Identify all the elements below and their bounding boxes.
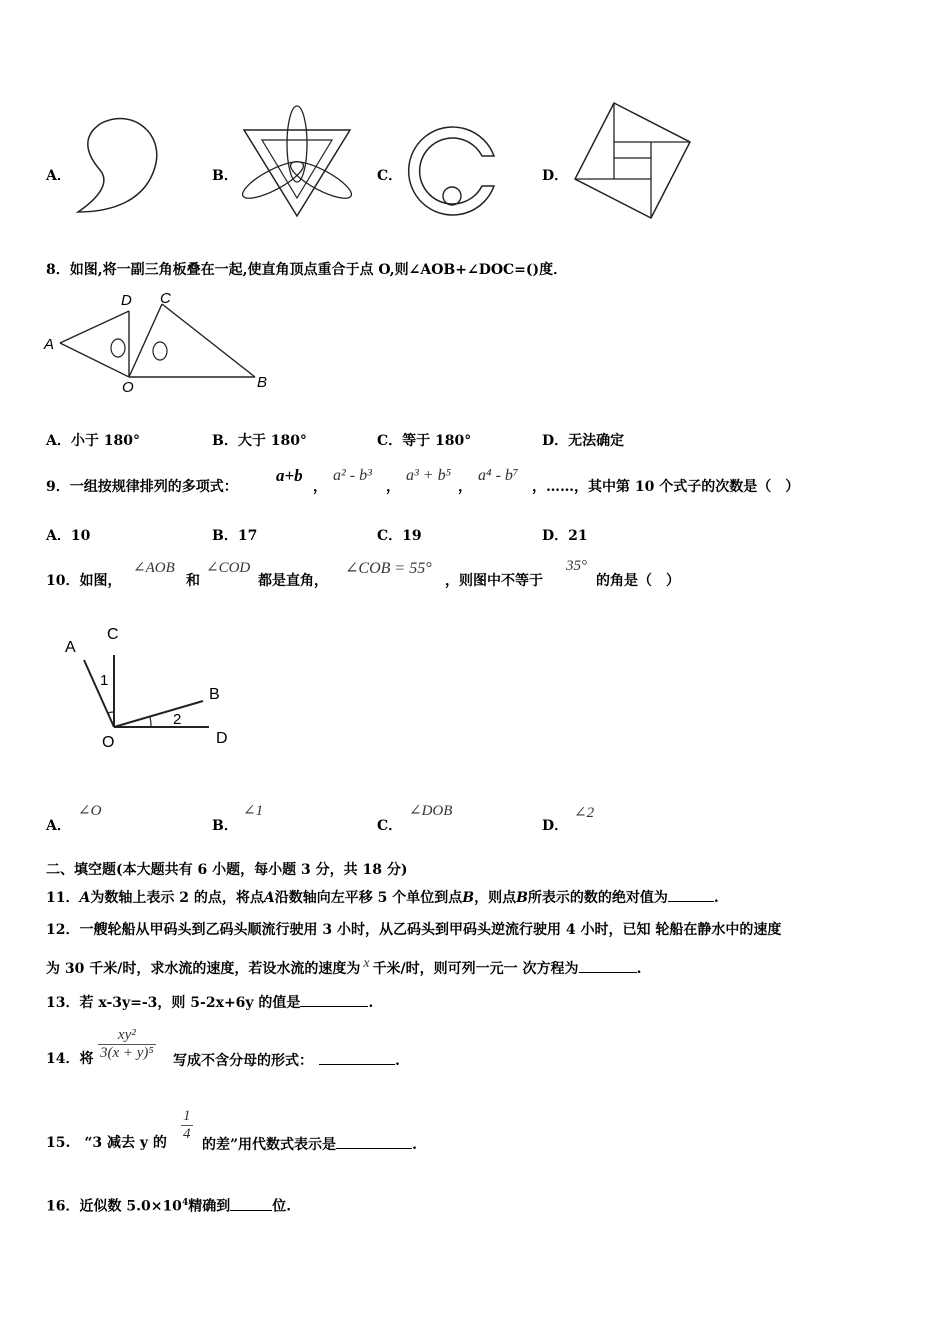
q13 (46, 992, 373, 1012)
q10-figure (55, 620, 245, 755)
q16-answer-blank[interactable] (230, 1196, 272, 1211)
q11-part-1: 为数轴上表示 2 的点，将点 (90, 890, 264, 906)
q8-option-a: A．小于 180° (46, 433, 140, 449)
q16-end: 位. (272, 1198, 292, 1215)
q10-label-a: A (65, 639, 76, 656)
q10-label-d: D (216, 730, 228, 747)
q8-option-c: C．等于 180° (377, 433, 472, 449)
q10-option-a-value: ∠O (78, 803, 102, 819)
q15-numerator: 1 (183, 1108, 191, 1124)
q15-fraction (181, 1108, 193, 1143)
q14-rest (173, 1050, 400, 1070)
q11-point-a-2: A (263, 890, 275, 906)
q9-suffix: ，……，其中第 10 个式子的次数是（ ） (532, 479, 800, 495)
q8-figure (40, 288, 280, 398)
q14-denominator: 3(x + y)⁵ (100, 1045, 154, 1061)
q11-point-a: A (79, 890, 91, 906)
q11-end: . (713, 890, 719, 906)
q9-option-a: A．10 (46, 528, 91, 544)
q7-figure-a (70, 112, 165, 222)
q8-label-d: D (121, 292, 132, 309)
q10-and: 和 (186, 573, 200, 589)
q7-figure-c (404, 126, 504, 222)
q14-suffix: 写成不含分母的形式： (173, 1053, 313, 1069)
q12-answer-blank[interactable] (579, 958, 637, 973)
q10-prefix: 10．如图， (46, 573, 122, 589)
q11-num: 11． (46, 890, 80, 906)
q8-label-o: O (122, 379, 134, 396)
q8-label-c: C (160, 290, 171, 307)
q11-part-2: 沿数轴向左平移 5 个单位到点 (274, 890, 463, 906)
q10-label-angle-2: 2 (173, 711, 182, 728)
q10-option-b-value: ∠1 (243, 803, 264, 819)
q15-prefix: 15. “3 减去 y 的 (46, 1135, 167, 1151)
q10-suffix: 的角是（ ） (596, 573, 680, 589)
q11-answer-blank[interactable] (668, 887, 714, 902)
q7-option-b-label: B． (212, 168, 238, 184)
q11 (46, 887, 719, 907)
q9-term-3: a³ + b⁵ (406, 467, 452, 484)
q12-line-2a: 为 30 千米/时，求水流的速度，若设水流的速度为 (46, 961, 361, 977)
q9-term-1: a+b (276, 466, 303, 485)
q15-answer-blank[interactable] (336, 1134, 412, 1149)
q10-value: 35° (566, 558, 587, 574)
q8-label-a: A (44, 336, 55, 353)
q10-label-o: O (102, 734, 115, 751)
q9-option-d: D．21 (542, 528, 588, 544)
q9-option-c: C．19 (377, 528, 422, 544)
q10-mid2: ，则图中不等于 (445, 573, 543, 589)
q14-fraction (98, 1027, 156, 1062)
q15-suffix: 的差”用代数式表示是 (202, 1137, 337, 1153)
q9-sep-3: ， (458, 479, 472, 495)
q8-option-b: B．大于 180° (212, 433, 307, 449)
q10-option-c-label: C． (377, 818, 403, 834)
q9-term-4: a⁴ - b⁷ (478, 467, 519, 484)
q8-text: 8．如图,将一副三角板叠在一起,使直角顶点重合于点 O,则∠AOB+∠DOC=()度． (46, 262, 568, 278)
q9-prefix: 9．一组按规律排列的多项式： (46, 479, 238, 495)
q11-part-4: 所表示的数的绝对值为 (527, 890, 668, 906)
q7-figure-b (238, 102, 358, 222)
q12-end: . (636, 961, 642, 977)
q16-prefix: 16．近似数 5.0×10 (46, 1198, 182, 1215)
q10-angle-aob: ∠AOB (133, 560, 175, 576)
q14-numerator: xy² (98, 1027, 156, 1045)
q10-option-d-value: ∠2 (574, 805, 595, 821)
q9-option-b: B．17 (212, 528, 258, 544)
q10-option-c-value: ∠DOB (409, 803, 453, 819)
q14-answer-blank[interactable] (319, 1050, 395, 1065)
q14-prefix: 14．将 (46, 1051, 94, 1067)
q10-angle-cod: ∠COD (206, 560, 251, 576)
q7-option-c-label: C． (377, 168, 403, 184)
q16-exponent: 4 (181, 1198, 189, 1208)
q10-option-b-label: B． (212, 818, 238, 834)
q16-suffix: 精确到 (188, 1198, 231, 1215)
q15-denominator: 4 (183, 1126, 191, 1142)
q14-end: . (395, 1053, 400, 1069)
q10-option-d-label: D． (542, 818, 569, 834)
q10-label-angle-1: 1 (100, 672, 109, 689)
q10-label-b: B (209, 686, 220, 703)
q15-end: . (412, 1137, 417, 1153)
q10-mid: 都是直角， (258, 573, 328, 589)
q9-term-2: a² - b³ (333, 467, 372, 484)
q12-line-2 (46, 958, 641, 979)
section-2-title: 二、填空题(本大题共有 6 小题，每小题 3 分，共 18 分) (46, 862, 408, 878)
q12-line-2b: 千米/时，则可列一元一 次方程为 (372, 961, 579, 977)
q12-variable-x: x (363, 956, 370, 971)
q11-point-b: B (462, 890, 475, 906)
q7-figure-d (572, 100, 694, 222)
q11-point-b-2: B (516, 890, 528, 906)
q8-label-b: B (257, 374, 268, 391)
q10-condition: ∠COB = 55° (345, 560, 432, 577)
q11-part-3: ，则点 (474, 890, 517, 906)
q9-sep-2: ， (386, 479, 400, 495)
q13-end: . (368, 995, 374, 1011)
q10-label-c: C (107, 626, 119, 643)
q13-answer-blank[interactable] (300, 992, 368, 1007)
q15-rest (202, 1134, 417, 1154)
q8-option-d: D．无法确定 (542, 433, 625, 449)
q10-option-a-label: A． (46, 818, 71, 834)
q7-option-d-label: D． (542, 168, 569, 184)
q12-line-1: 12．一艘轮船从甲码头到乙码头顺流行驶用 3 小时，从乙码头到甲码头逆流行驶用 4 小时，已知 轮船在静水中的速度 (46, 922, 782, 938)
q9-sep-1: ， (313, 479, 327, 495)
q16 (46, 1194, 291, 1216)
q13-text: 13．若 x-3y=-3，则 5-2x+6y 的值是 (46, 995, 301, 1011)
q7-option-a-label: A． (46, 168, 71, 184)
